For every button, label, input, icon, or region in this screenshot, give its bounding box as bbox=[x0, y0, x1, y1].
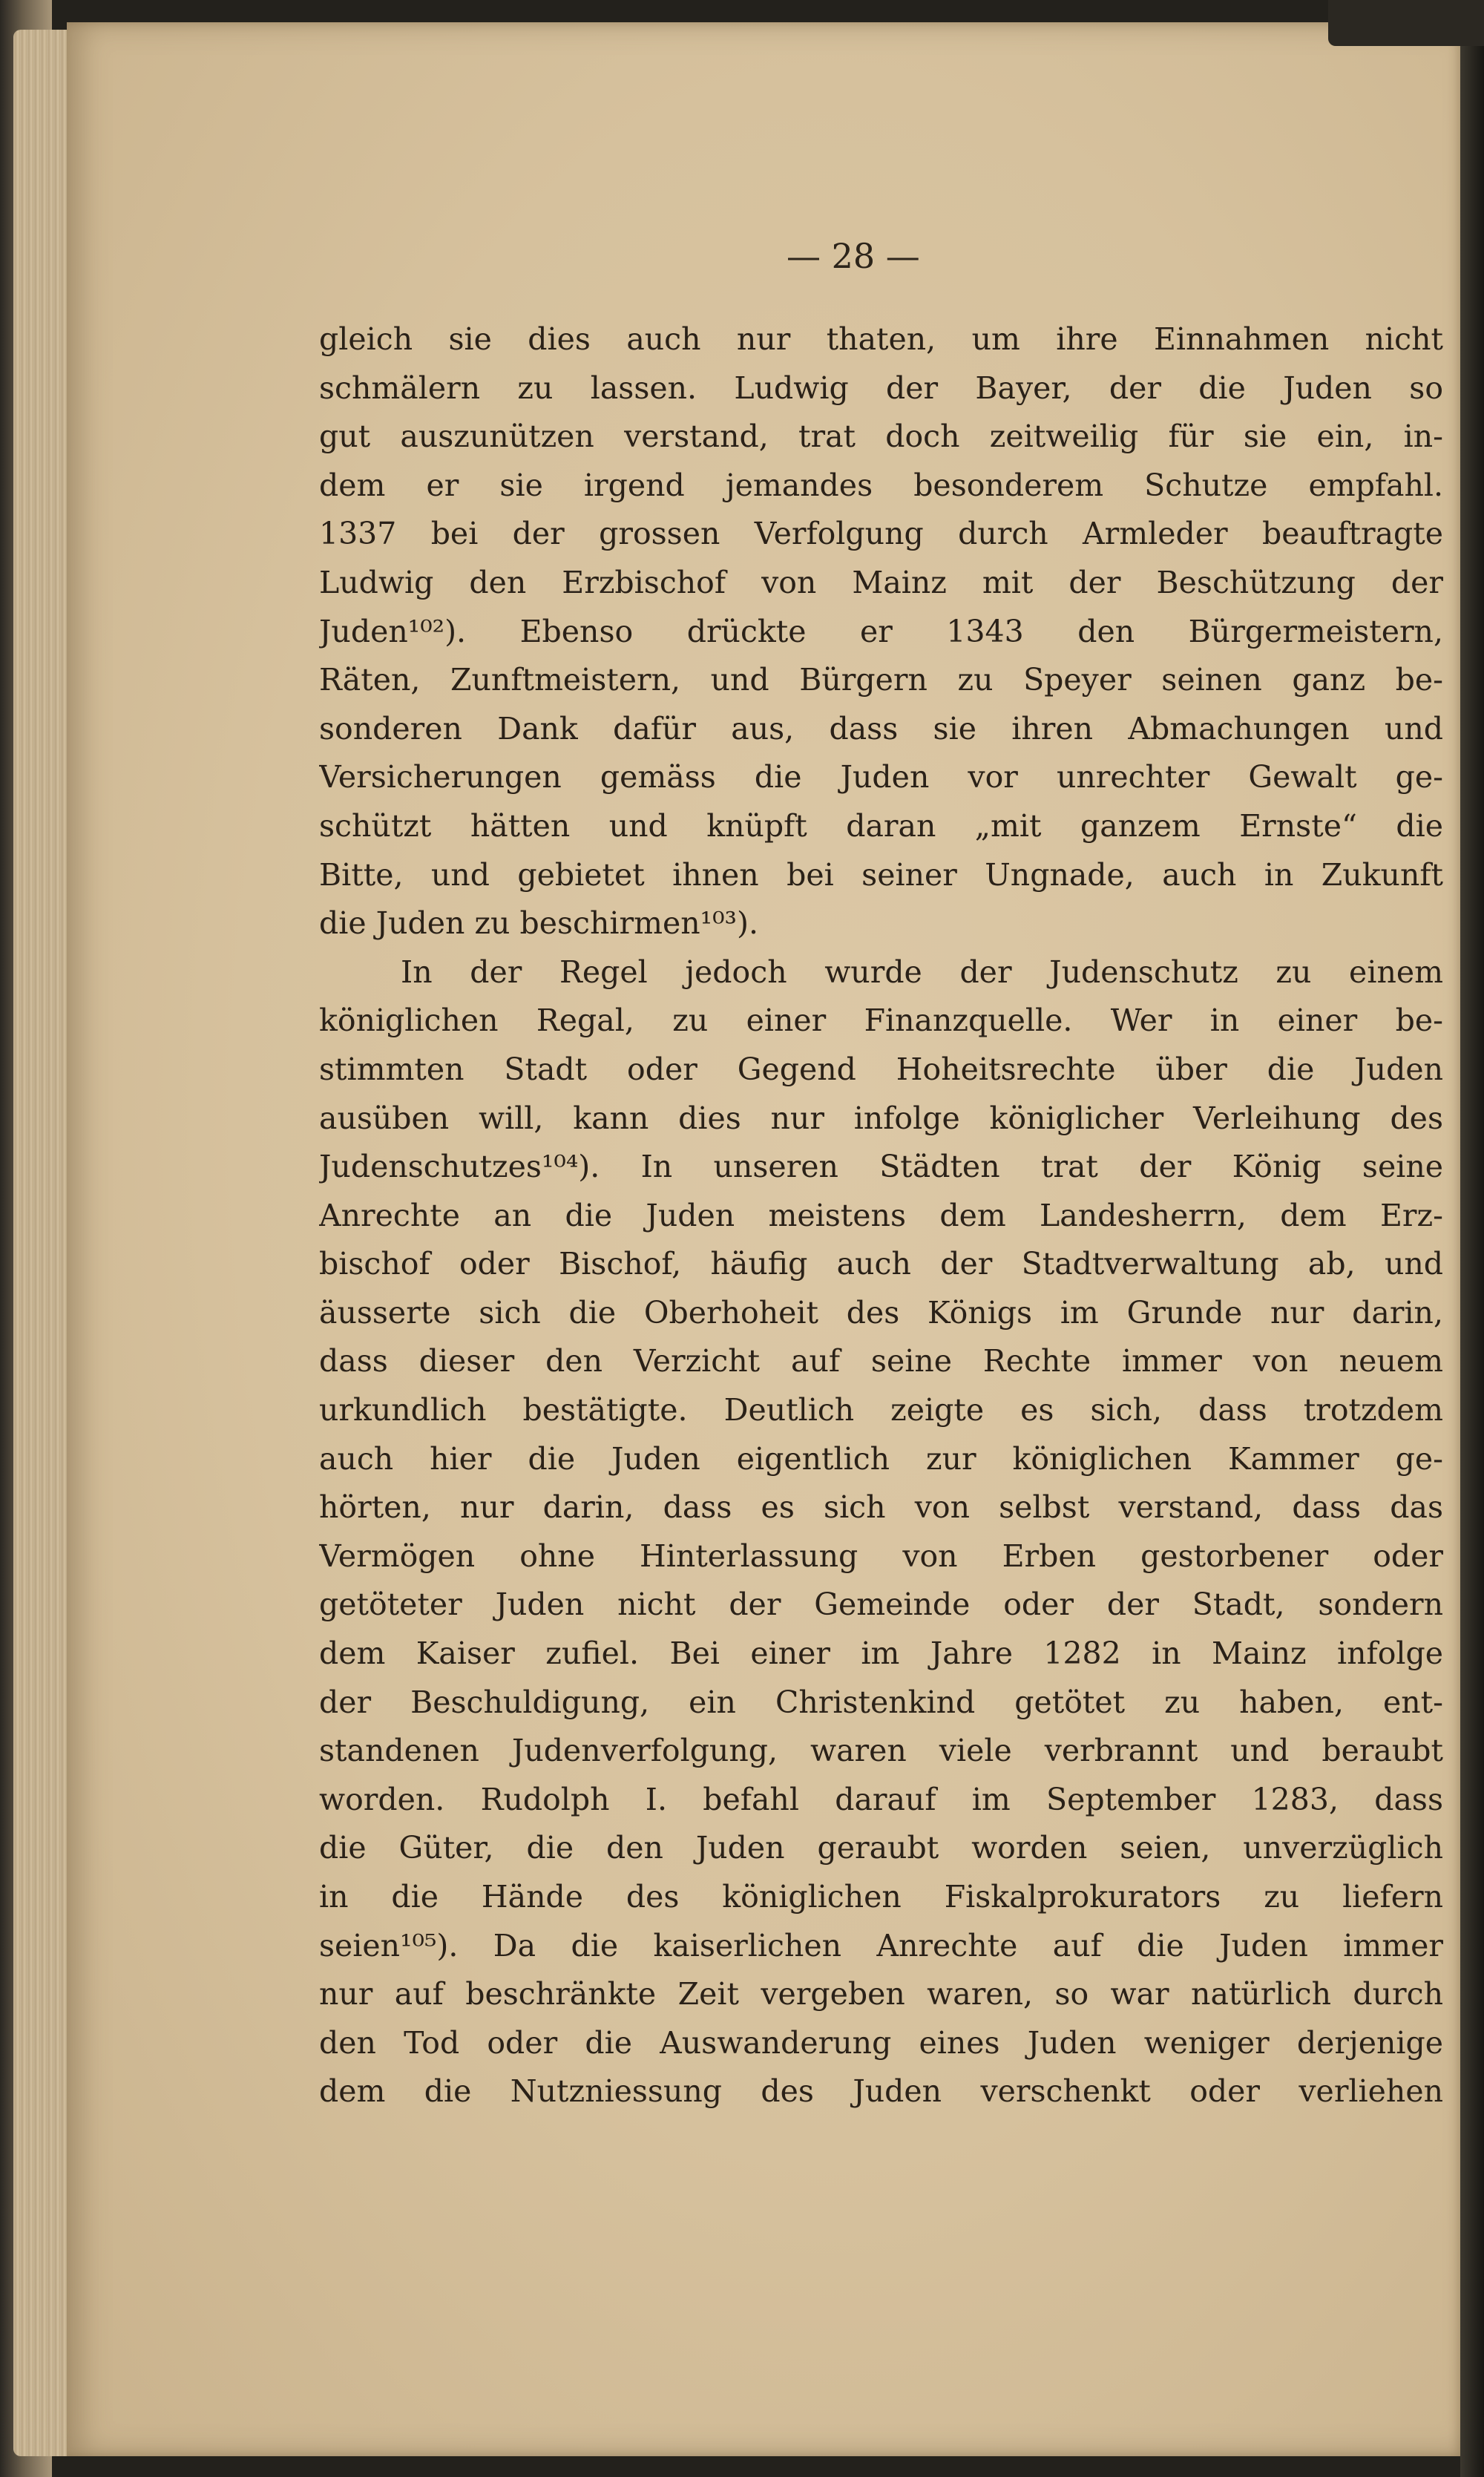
text-line: 1337 bei der grossen Verfolgung durch Armleder beauftragte bbox=[319, 516, 1443, 552]
text-line: Juden¹⁰²). Ebenso drückte er 1343 den Bürgermeistern, bbox=[319, 613, 1443, 649]
book-cover-edge bbox=[1460, 0, 1484, 2477]
text-line: schützt hätten und knüpft daran „mit ganzem Ernste“ die bbox=[319, 807, 1443, 844]
text-line: äusserte sich die Oberhoheit des Königs im Grunde nur darin, bbox=[319, 1294, 1443, 1331]
page-number: — 28 — bbox=[787, 236, 920, 276]
text-line: königlichen Regal, zu einer Finanzquelle. Wer in einer be- bbox=[319, 1003, 1443, 1039]
text-line: ausüben will, kann dies nur infolge königlicher Verleihung des bbox=[319, 1100, 1443, 1136]
text-line: Ludwig den Erzbischof von Mainz mit der Beschützung der bbox=[319, 564, 1443, 600]
text-line: getöteter Juden nicht der Gemeinde oder der Stadt, sondern bbox=[319, 1587, 1443, 1623]
text-line: Judenschutzes¹⁰⁴). In unseren Städten trat der König seine bbox=[319, 1149, 1443, 1185]
text-line: standenen Judenverfolgung, waren viele verbrannt und beraubt bbox=[319, 1733, 1443, 1769]
text-line: der Beschuldigung, ein Christenkind getötet zu haben, ent- bbox=[319, 1684, 1443, 1720]
text-line: In der Regel jedoch wurde der Judenschutz zu einem bbox=[401, 954, 1443, 990]
text-line: dem Kaiser zufiel. Bei einer im Jahre 1282 in Mainz infolge bbox=[319, 1636, 1443, 1672]
text-line: Vermögen ohne Hinterlassung von Erben gestorbener oder bbox=[319, 1538, 1443, 1574]
text-line: die Juden zu beschirmen¹⁰³). bbox=[319, 905, 758, 942]
text-line: bischof oder Bischof, häufig auch der Stadtverwaltung ab, und bbox=[319, 1246, 1443, 1282]
text-line: dass dieser den Verzicht auf seine Rechte immer von neuem bbox=[319, 1343, 1443, 1379]
text-line: seien¹⁰⁵). Da die kaiserlichen Anrechte auf die Juden immer bbox=[319, 1927, 1443, 1963]
text-line: gut auszunützen verstand, trat doch zeitweilig für sie ein, in- bbox=[319, 419, 1443, 455]
text-line: Räten, Zunftmeistern, und Bürgern zu Speyer seinen ganz be- bbox=[319, 662, 1443, 698]
text-line: dem er sie irgend jemandes besonderem Schutze empfahl. bbox=[319, 467, 1443, 503]
text-line: gleich sie dies auch nur thaten, um ihre Einnahmen nicht bbox=[319, 321, 1443, 357]
text-line: dem die Nutzniessung des Juden verschenkt oder verliehen bbox=[319, 2073, 1443, 2110]
body-text bbox=[319, 315, 1443, 2116]
text-line: Versicherungen gemäss die Juden vor unrechter Gewalt ge- bbox=[319, 759, 1443, 795]
text-line: urkundlich bestätigte. Deutlich zeigte es sich, dass trotzdem bbox=[319, 1392, 1443, 1428]
text-line: sonderen Dank dafür aus, dass sie ihren Abmachungen und bbox=[319, 710, 1443, 747]
text-line: nur auf beschränkte Zeit vergeben waren, so war natürlich durch bbox=[319, 1976, 1443, 2012]
text-line: Bitte, und gebietet ihnen bei seiner Ungnade, auch in Zukunft bbox=[319, 856, 1443, 893]
text-line: schmälern zu lassen. Ludwig der Bayer, der die Juden so bbox=[319, 370, 1443, 406]
text-line: Anrechte an die Juden meistens dem Landesherrn, dem Erz- bbox=[319, 1197, 1443, 1233]
text-line: den Tod oder die Auswanderung eines Juden weniger derjenige bbox=[319, 2024, 1443, 2061]
text-line: worden. Rudolph I. befahl darauf im September 1283, dass bbox=[319, 1781, 1443, 1817]
text-line: die Güter, die den Juden geraubt worden seien, unverzüglich bbox=[319, 1830, 1443, 1866]
text-line: auch hier die Juden eigentlich zur königlichen Kammer ge- bbox=[319, 1440, 1443, 1477]
text-line: hörten, nur darin, dass es sich von selbst verstand, dass das bbox=[319, 1489, 1443, 1526]
text-line: stimmten Stadt oder Gegend Hoheitsrechte über die Juden bbox=[319, 1051, 1443, 1087]
book-cover-corner bbox=[1328, 0, 1484, 46]
text-line: in die Hände des königlichen Fiskalprokurators zu liefern bbox=[319, 1879, 1443, 1915]
